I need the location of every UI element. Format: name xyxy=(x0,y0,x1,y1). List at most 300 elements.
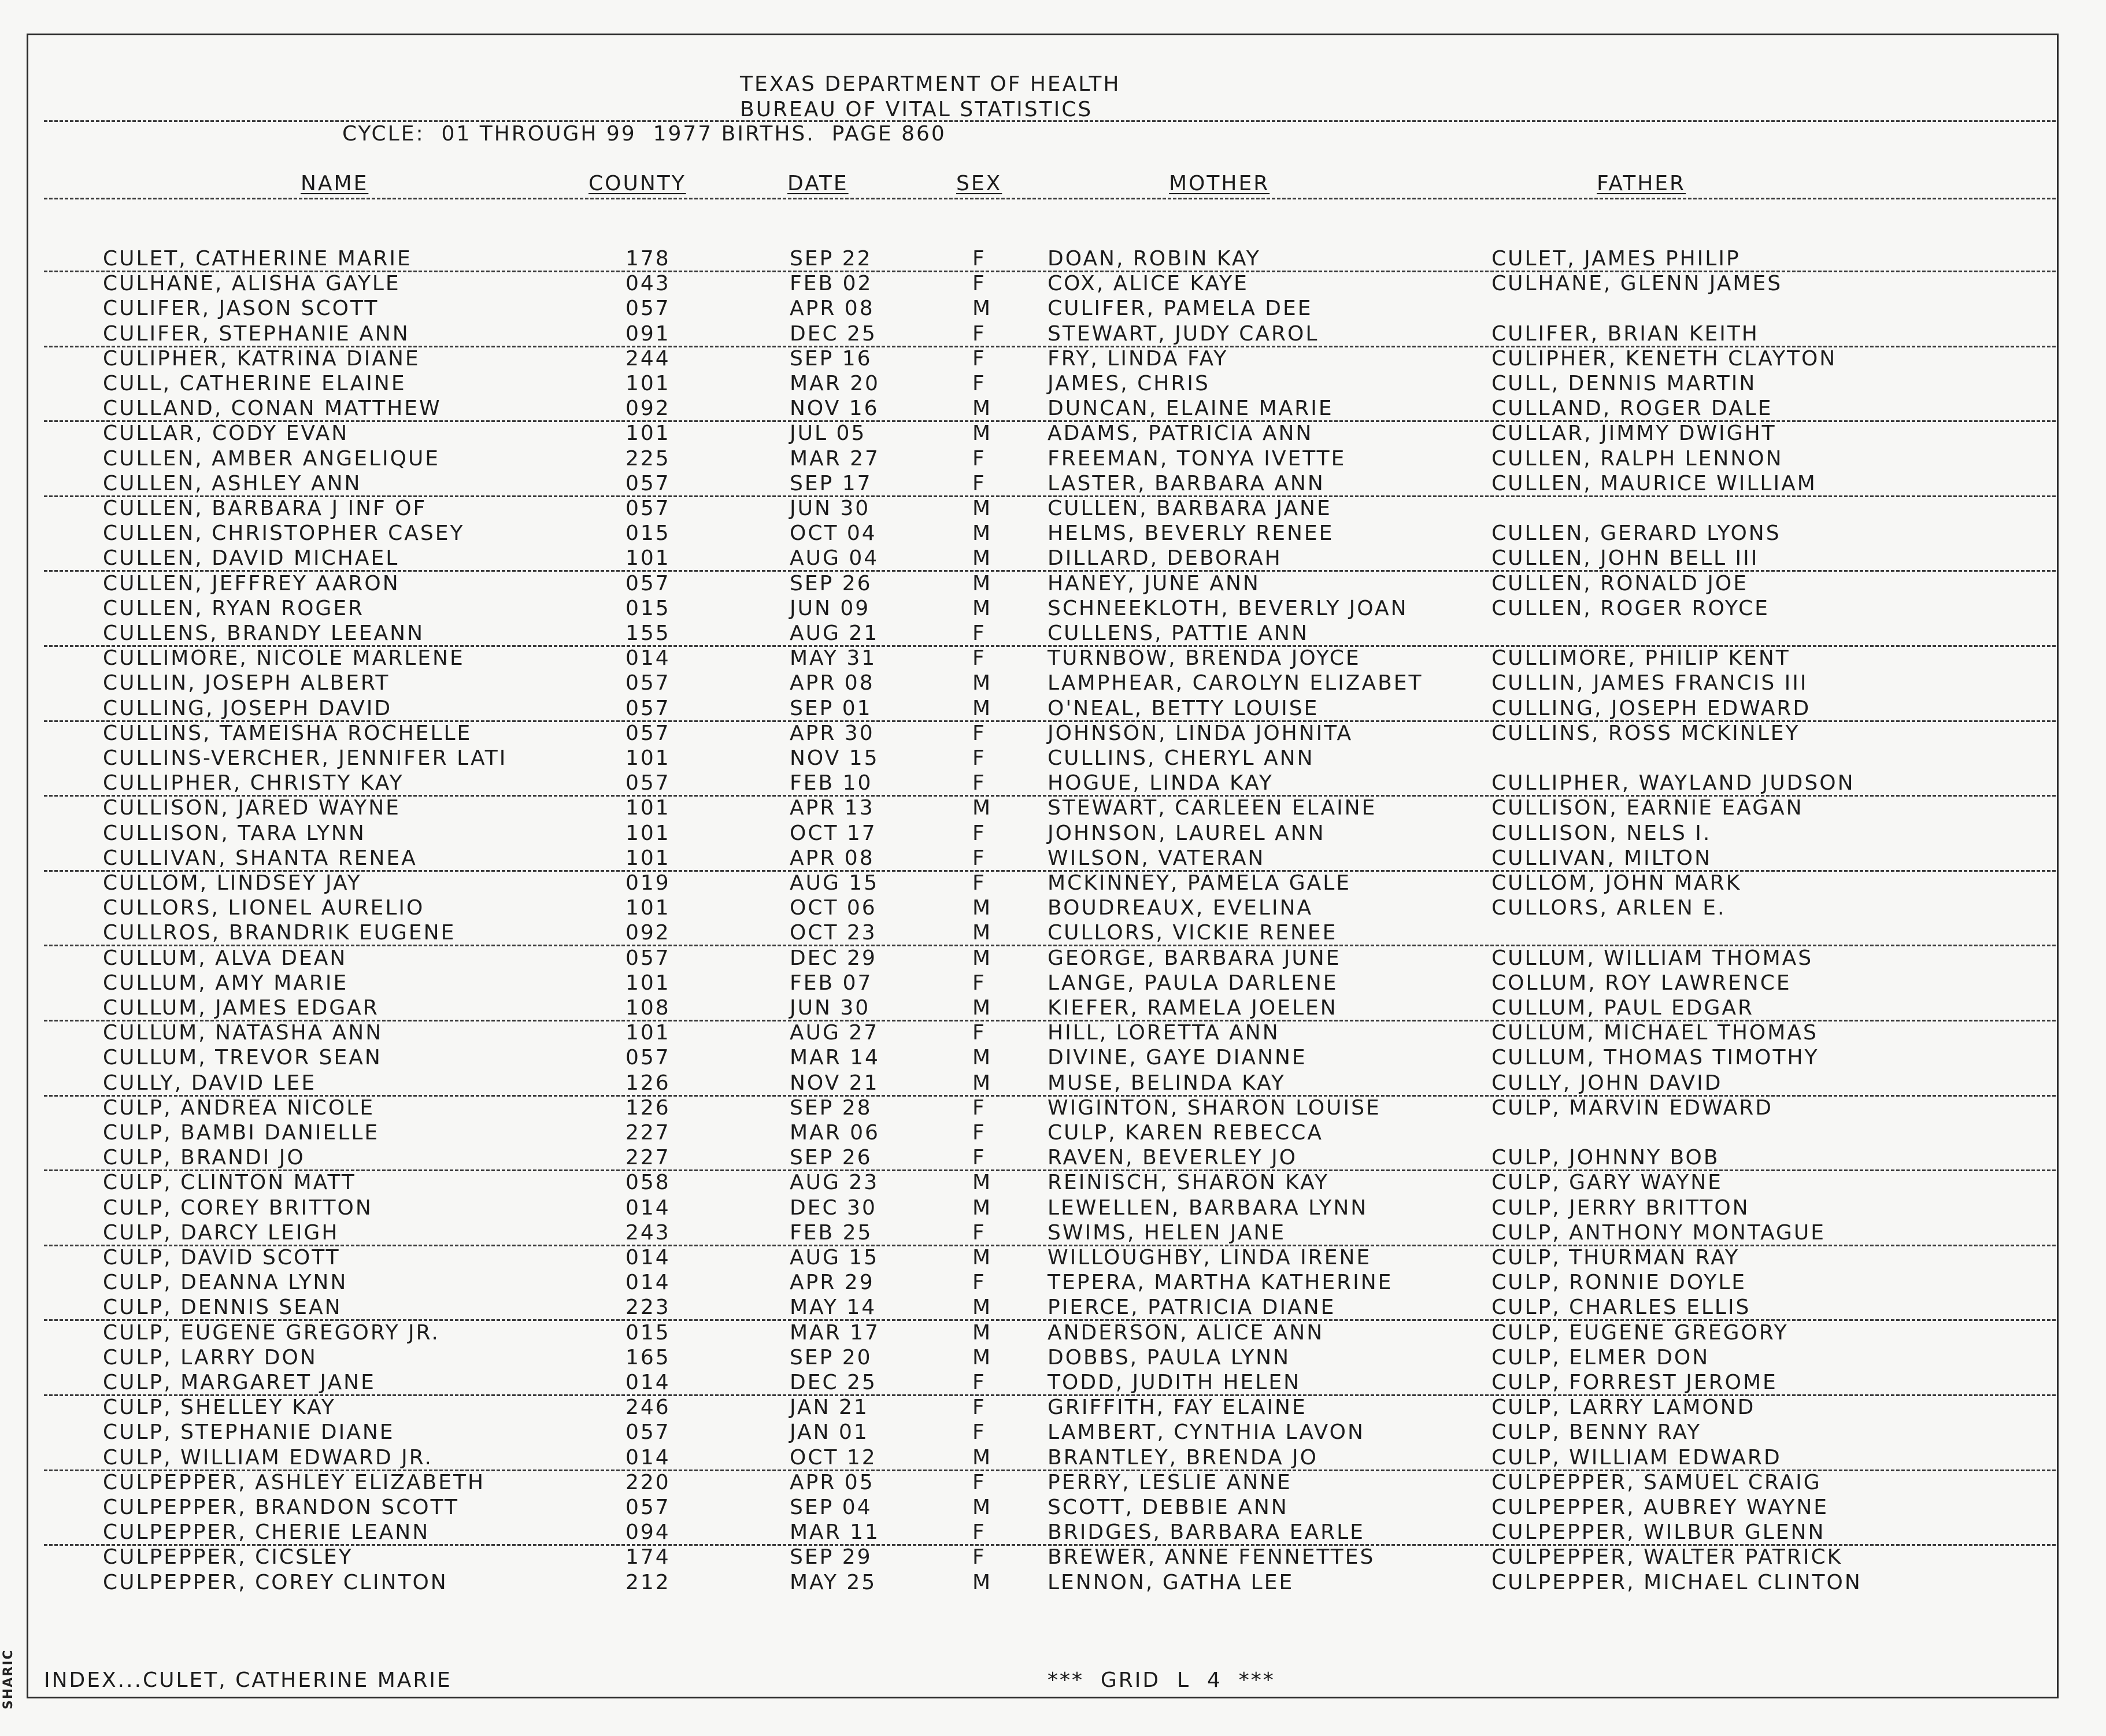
record-county: 092 xyxy=(625,397,671,420)
record-county: 092 xyxy=(625,921,671,945)
record-sex: M xyxy=(972,297,993,320)
record-sex: M xyxy=(972,896,993,920)
record-father: CULLEN, JOHN BELL III xyxy=(1491,546,1759,570)
record-date: NOV 15 xyxy=(790,746,879,770)
record-sex: M xyxy=(972,1196,993,1220)
record-father: CULLINS, ROSS MCKINLEY xyxy=(1491,721,1800,745)
header-agency: TEXAS DEPARTMENT OF HEALTH xyxy=(740,72,1121,96)
record-name: CULP, DENNIS SEAN xyxy=(103,1295,342,1319)
record-county: 014 xyxy=(625,1271,671,1294)
record-sex: F xyxy=(972,721,986,745)
record-father: CULPEPPER, AUBREY WAYNE xyxy=(1491,1496,1829,1519)
record-sex: F xyxy=(972,247,986,271)
record-sex: M xyxy=(972,597,993,620)
record-father: CULET, JAMES PHILIP xyxy=(1491,247,1741,271)
record-name: CULLUM, NATASHA ANN xyxy=(103,1021,383,1045)
record-father: CULPEPPER, MICHAEL CLINTON xyxy=(1491,1571,1862,1594)
record-sex: M xyxy=(972,1171,993,1194)
record-mother: LAMPHEAR, CAROLYN ELIZABET xyxy=(1048,671,1423,695)
record-date: APR 08 xyxy=(790,671,875,695)
record-sex: F xyxy=(972,621,986,645)
record-mother: BRANTLEY, BRENDA JO xyxy=(1048,1446,1318,1470)
header-bureau: BUREAU OF VITAL STATISTICS xyxy=(740,98,1093,121)
record-father: CULLOM, JOHN MARK xyxy=(1491,871,1742,895)
record-father: CULLORS, ARLEN E. xyxy=(1491,896,1726,920)
record-date: JAN 01 xyxy=(790,1420,869,1444)
record-date: OCT 17 xyxy=(790,821,877,845)
record-sex: M xyxy=(972,1346,993,1369)
record-name: CULP, COREY BRITTON xyxy=(103,1196,373,1220)
record-mother: STEWART, JUDY CAROL xyxy=(1048,322,1319,346)
record-date: FEB 07 xyxy=(790,971,873,995)
record-date: APR 05 xyxy=(790,1471,875,1494)
record-mother: DILLARD, DEBORAH xyxy=(1048,546,1282,570)
record-county: 057 xyxy=(625,946,671,970)
record-mother: FRY, LINDA FAY xyxy=(1048,347,1228,371)
record-name: CULP, BRANDI JO xyxy=(103,1146,305,1169)
record-mother: O'NEAL, BETTY LOUISE xyxy=(1048,697,1319,720)
record-county: 155 xyxy=(625,621,671,645)
record-mother: SCHNEEKLOTH, BEVERLY JOAN xyxy=(1048,597,1408,620)
record-county: 101 xyxy=(625,971,671,995)
record-county: 227 xyxy=(625,1121,671,1145)
record-date: AUG 21 xyxy=(790,621,879,645)
record-date: JAN 21 xyxy=(790,1396,869,1419)
record-sex: F xyxy=(972,1221,986,1245)
record-father: CULLEN, GERARD LYONS xyxy=(1491,521,1781,545)
record-name: CULLEN, RYAN ROGER xyxy=(103,597,365,620)
record-sex: F xyxy=(972,1371,986,1394)
record-name: CULIFER, STEPHANIE ANN xyxy=(103,322,410,346)
record-county: 057 xyxy=(625,472,671,495)
record-mother: HILL, LORETTA ANN xyxy=(1048,1021,1280,1045)
record-mother: HELMS, BEVERLY RENEE xyxy=(1048,521,1334,545)
record-father: CULHANE, GLENN JAMES xyxy=(1491,272,1783,295)
record-sex: F xyxy=(972,1471,986,1494)
record-father: CULLEN, RALPH LENNON xyxy=(1491,447,1783,471)
record-sex: M xyxy=(972,1571,993,1594)
record-name: CULLUM, ALVA DEAN xyxy=(103,946,347,970)
record-sex: M xyxy=(972,946,993,970)
record-father: CULP, JERRY BRITTON xyxy=(1491,1196,1750,1220)
record-name: CULLENS, BRANDY LEEANN xyxy=(103,621,425,645)
record-father: CULLUM, THOMAS TIMOTHY xyxy=(1491,1046,1819,1069)
record-date: APR 29 xyxy=(790,1271,875,1294)
record-name: CULPEPPER, ASHLEY ELIZABETH xyxy=(103,1471,486,1494)
record-sex: M xyxy=(972,671,993,695)
record-date: APR 08 xyxy=(790,297,875,320)
record-father: CULLIPHER, WAYLAND JUDSON xyxy=(1491,771,1855,795)
column-header-name: NAME xyxy=(301,172,369,195)
record-sex: F xyxy=(972,322,986,346)
record-mother: LENNON, GATHA LEE xyxy=(1048,1571,1294,1594)
record-name: CULP, MARGARET JANE xyxy=(103,1371,376,1394)
record-date: SEP 04 xyxy=(790,1496,872,1519)
record-county: 019 xyxy=(625,871,671,895)
record-county: 014 xyxy=(625,1196,671,1220)
record-mother: MUSE, BELINDA KAY xyxy=(1048,1071,1286,1095)
record-county: 227 xyxy=(625,1146,671,1169)
record-date: FEB 10 xyxy=(790,771,873,795)
record-father: CULP, CHARLES ELLIS xyxy=(1491,1295,1751,1319)
record-date: JUN 09 xyxy=(790,597,871,620)
record-father: CULP, EUGENE GREGORY xyxy=(1491,1321,1789,1345)
record-name: CULLEN, BARBARA J INF OF xyxy=(103,497,427,520)
record-father: CULPEPPER, WALTER PATRICK xyxy=(1491,1545,1843,1569)
column-header-county: COUNTY xyxy=(589,172,686,195)
record-date: AUG 04 xyxy=(790,546,879,570)
record-name: CULP, EUGENE GREGORY JR. xyxy=(103,1321,440,1345)
record-name: CULP, DARCY LEIGH xyxy=(103,1221,339,1245)
record-name: CULLIVAN, SHANTA RENEA xyxy=(103,846,417,870)
record-name: CULET, CATHERINE MARIE xyxy=(103,247,412,271)
record-date: OCT 04 xyxy=(790,521,877,545)
record-date: SEP 16 xyxy=(790,347,872,371)
record-mother: JOHNSON, LINDA JOHNITA xyxy=(1048,721,1353,745)
record-name: CULLIMORE, NICOLE MARLENE xyxy=(103,646,465,670)
record-mother: CULLENS, PATTIE ANN xyxy=(1048,621,1309,645)
record-mother: WILSON, VATERAN xyxy=(1048,846,1265,870)
record-sex: F xyxy=(972,746,986,770)
record-sex: F xyxy=(972,821,986,845)
footer-grid: *** GRID L 4 *** xyxy=(1048,1668,1275,1692)
record-county: 014 xyxy=(625,646,671,670)
record-date: MAR 06 xyxy=(790,1121,880,1145)
record-county: 057 xyxy=(625,1496,671,1519)
record-sex: F xyxy=(972,971,986,995)
record-mother: JAMES, CHRIS xyxy=(1048,372,1210,395)
record-sex: F xyxy=(972,1146,986,1169)
record-date: APR 30 xyxy=(790,721,875,745)
record-sex: F xyxy=(972,871,986,895)
record-sex: M xyxy=(972,1046,993,1069)
record-date: MAR 17 xyxy=(790,1321,880,1345)
record-sex: M xyxy=(972,546,993,570)
record-mother: BREWER, ANNE FENNETTES xyxy=(1048,1545,1375,1569)
record-name: CULLROS, BRANDRIK EUGENE xyxy=(103,921,456,945)
header-cycle: CYCLE: 01 THROUGH 99 1977 BIRTHS. PAGE 860 xyxy=(342,122,946,146)
record-sex: M xyxy=(972,397,993,420)
record-date: MAY 31 xyxy=(790,646,877,670)
side-label: SHARIC xyxy=(1,1649,16,1710)
record-name: CULP, DAVID SCOTT xyxy=(103,1246,340,1269)
record-county: 101 xyxy=(625,546,671,570)
record-mother: PERRY, LESLIE ANNE xyxy=(1048,1471,1292,1494)
record-mother: ADAMS, PATRICIA ANN xyxy=(1048,421,1313,445)
record-date: APR 13 xyxy=(790,796,875,820)
record-county: 043 xyxy=(625,272,671,295)
record-father: CULP, RONNIE DOYLE xyxy=(1491,1271,1747,1294)
record-county: 101 xyxy=(625,846,671,870)
record-county: 057 xyxy=(625,697,671,720)
record-mother: SCOTT, DEBBIE ANN xyxy=(1048,1496,1289,1519)
record-father: CULLUM, WILLIAM THOMAS xyxy=(1491,946,1813,970)
record-father: CULLIVAN, MILTON xyxy=(1491,846,1712,870)
record-date: OCT 12 xyxy=(790,1446,877,1470)
record-mother: LASTER, BARBARA ANN xyxy=(1048,472,1325,495)
record-father: CULIPHER, KENETH CLAYTON xyxy=(1491,347,1837,371)
record-date: AUG 15 xyxy=(790,1246,879,1269)
record-father: CULLAND, ROGER DALE xyxy=(1491,397,1773,420)
record-sex: F xyxy=(972,1096,986,1120)
record-county: 101 xyxy=(625,896,671,920)
record-sex: M xyxy=(972,497,993,520)
record-date: OCT 06 xyxy=(790,896,877,920)
record-county: 057 xyxy=(625,721,671,745)
record-sex: M xyxy=(972,572,993,595)
record-sex: M xyxy=(972,421,993,445)
record-name: CULP, SHELLEY KAY xyxy=(103,1396,336,1419)
record-father: CULLIN, JAMES FRANCIS III xyxy=(1491,671,1808,695)
record-county: 094 xyxy=(625,1520,671,1544)
column-header-sex: SEX xyxy=(956,172,1002,195)
record-date: MAR 14 xyxy=(790,1046,880,1069)
record-name: CULLY, DAVID LEE xyxy=(103,1071,317,1095)
record-mother: JOHNSON, LAUREL ANN xyxy=(1048,821,1326,845)
record-mother: DOBBS, PAULA LYNN xyxy=(1048,1346,1291,1369)
record-date: SEP 01 xyxy=(790,697,872,720)
record-name: CULP, WILLIAM EDWARD JR. xyxy=(103,1446,433,1470)
record-name: CULPEPPER, CICSLEY xyxy=(103,1545,353,1569)
record-mother: COX, ALICE KAYE xyxy=(1048,272,1249,295)
record-name: CULLAND, CONAN MATTHEW xyxy=(103,397,442,420)
record-sex: M xyxy=(972,1071,993,1095)
record-name: CULLIN, JOSEPH ALBERT xyxy=(103,671,390,695)
record-date: NOV 16 xyxy=(790,397,879,420)
record-sex: F xyxy=(972,1520,986,1544)
record-name: CULLISON, JARED WAYNE xyxy=(103,796,401,820)
record-name: CULLAR, CODY EVAN xyxy=(103,421,349,445)
record-county: 015 xyxy=(625,597,671,620)
record-father: CULLIMORE, PHILIP KENT xyxy=(1491,646,1790,670)
record-father: CULL, DENNIS MARTIN xyxy=(1491,372,1757,395)
record-father: CULP, THURMAN RAY xyxy=(1491,1246,1739,1269)
record-name: CULLOM, LINDSEY JAY xyxy=(103,871,362,895)
record-date: SEP 26 xyxy=(790,572,872,595)
record-sex: M xyxy=(972,996,993,1020)
record-county: 057 xyxy=(625,497,671,520)
record-county: 244 xyxy=(625,347,671,371)
record-date: DEC 25 xyxy=(790,1371,877,1394)
record-name: CULL, CATHERINE ELAINE xyxy=(103,372,406,395)
record-county: 212 xyxy=(625,1571,671,1594)
record-county: 101 xyxy=(625,421,671,445)
record-mother: DUNCAN, ELAINE MARIE xyxy=(1048,397,1334,420)
record-county: 165 xyxy=(625,1346,671,1369)
record-father: CULP, MARVIN EDWARD xyxy=(1491,1096,1773,1120)
record-sex: M xyxy=(972,1295,993,1319)
record-name: CULLINS-VERCHER, JENNIFER LATI xyxy=(103,746,508,770)
record-mother: CULLINS, CHERYL ANN xyxy=(1048,746,1315,770)
record-name: CULLUM, AMY MARIE xyxy=(103,971,349,995)
record-mother: BOUDREAUX, EVELINA xyxy=(1048,896,1313,920)
record-date: FEB 02 xyxy=(790,272,873,295)
record-county: 174 xyxy=(625,1545,671,1569)
record-date: SEP 20 xyxy=(790,1346,872,1369)
record-date: SEP 17 xyxy=(790,472,872,495)
record-name: CULLEN, CHRISTOPHER CASEY xyxy=(103,521,465,545)
record-name: CULP, ANDREA NICOLE xyxy=(103,1096,375,1120)
record-mother: BRIDGES, BARBARA EARLE xyxy=(1048,1520,1365,1544)
record-father: CULIFER, BRIAN KEITH xyxy=(1491,322,1759,346)
record-date: MAR 11 xyxy=(790,1520,880,1544)
record-name: CULIPHER, KATRINA DIANE xyxy=(103,347,420,371)
record-name: CULPEPPER, CHERIE LEANN xyxy=(103,1520,430,1544)
record-father: CULLEN, MAURICE WILLIAM xyxy=(1491,472,1817,495)
record-county: 101 xyxy=(625,1021,671,1045)
record-name: CULIFER, JASON SCOTT xyxy=(103,297,379,320)
record-date: NOV 21 xyxy=(790,1071,879,1095)
record-sex: M xyxy=(972,1496,993,1519)
record-name: CULLORS, LIONEL AURELIO xyxy=(103,896,425,920)
record-father: CULP, ANTHONY MONTAGUE xyxy=(1491,1221,1826,1245)
record-father: CULLISON, NELS I. xyxy=(1491,821,1712,845)
record-county: 223 xyxy=(625,1295,671,1319)
record-county: 057 xyxy=(625,572,671,595)
record-mother: CULIFER, PAMELA DEE xyxy=(1048,297,1313,320)
record-father: COLLUM, ROY LAWRENCE xyxy=(1491,971,1792,995)
record-father: CULP, WILLIAM EDWARD xyxy=(1491,1446,1782,1470)
record-name: CULP, BAMBI DANIELLE xyxy=(103,1121,380,1145)
record-sex: F xyxy=(972,347,986,371)
record-sex: F xyxy=(972,1271,986,1294)
record-date: SEP 29 xyxy=(790,1545,872,1569)
record-county: 014 xyxy=(625,1246,671,1269)
record-sex: F xyxy=(972,447,986,471)
record-county: 126 xyxy=(625,1096,671,1120)
record-father: CULP, LARRY LAMOND xyxy=(1491,1396,1756,1419)
record-county: 101 xyxy=(625,372,671,395)
record-county: 057 xyxy=(625,771,671,795)
record-sex: M xyxy=(972,796,993,820)
record-date: DEC 25 xyxy=(790,322,877,346)
record-name: CULLEN, ASHLEY ANN xyxy=(103,472,362,495)
record-name: CULLUM, TREVOR SEAN xyxy=(103,1046,382,1069)
record-mother: GRIFFITH, FAY ELAINE xyxy=(1048,1396,1307,1419)
record-county: 057 xyxy=(625,1420,671,1444)
record-name: CULP, CLINTON MATT xyxy=(103,1171,356,1194)
record-date: JUN 30 xyxy=(790,497,871,520)
record-county: 246 xyxy=(625,1396,671,1419)
record-date: JUL 05 xyxy=(790,421,867,445)
record-date: SEP 22 xyxy=(790,247,872,271)
record-date: MAY 14 xyxy=(790,1295,877,1319)
record-mother: HANEY, JUNE ANN xyxy=(1048,572,1260,595)
record-date: OCT 23 xyxy=(790,921,877,945)
record-name: CULLEN, DAVID MICHAEL xyxy=(103,546,399,570)
record-county: 225 xyxy=(625,447,671,471)
record-sex: F xyxy=(972,646,986,670)
record-county: 101 xyxy=(625,746,671,770)
record-date: APR 08 xyxy=(790,846,875,870)
record-father: CULP, JOHNNY BOB xyxy=(1491,1146,1720,1169)
record-sex: F xyxy=(972,472,986,495)
column-header-separator xyxy=(44,198,2056,199)
record-name: CULP, STEPHANIE DIANE xyxy=(103,1420,395,1444)
footer-index: INDEX...CULET, CATHERINE MARIE xyxy=(44,1668,452,1692)
record-mother: LANGE, PAULA DARLENE xyxy=(1048,971,1338,995)
record-sex: M xyxy=(972,921,993,945)
record-county: 101 xyxy=(625,796,671,820)
record-date: FEB 25 xyxy=(790,1221,873,1245)
record-sex: F xyxy=(972,372,986,395)
record-county: 058 xyxy=(625,1171,671,1194)
record-sex: M xyxy=(972,697,993,720)
record-date: SEP 28 xyxy=(790,1096,872,1120)
record-name: CULLING, JOSEPH DAVID xyxy=(103,697,393,720)
record-mother: DOAN, ROBIN KAY xyxy=(1048,247,1261,271)
record-mother: PIERCE, PATRICIA DIANE xyxy=(1048,1295,1336,1319)
record-county: 057 xyxy=(625,671,671,695)
record-sex: M xyxy=(972,1321,993,1345)
record-sex: F xyxy=(972,1021,986,1045)
record-name: CULLIPHER, CHRISTY KAY xyxy=(103,771,404,795)
record-county: 091 xyxy=(625,322,671,346)
record-mother: CULLEN, BARBARA JANE xyxy=(1048,497,1332,520)
record-name: CULPEPPER, BRANDON SCOTT xyxy=(103,1496,459,1519)
record-mother: RAVEN, BEVERLEY JO xyxy=(1048,1146,1298,1169)
record-sex: F xyxy=(972,1121,986,1145)
record-sex: F xyxy=(972,1545,986,1569)
record-name: CULHANE, ALISHA GAYLE xyxy=(103,272,401,295)
record-mother: ANDERSON, ALICE ANN xyxy=(1048,1321,1324,1345)
record-date: AUG 23 xyxy=(790,1171,879,1194)
record-county: 108 xyxy=(625,996,671,1020)
record-county: 220 xyxy=(625,1471,671,1494)
record-name: CULP, DEANNA LYNN xyxy=(103,1271,348,1294)
record-date: DEC 29 xyxy=(790,946,877,970)
record-county: 015 xyxy=(625,521,671,545)
record-mother: STEWART, CARLEEN ELAINE xyxy=(1048,796,1377,820)
record-mother: DIVINE, GAYE DIANNE xyxy=(1048,1046,1307,1069)
record-mother: WIGINTON, SHARON LOUISE xyxy=(1048,1096,1381,1120)
record-name: CULP, LARRY DON xyxy=(103,1346,317,1369)
record-county: 243 xyxy=(625,1221,671,1245)
record-date: AUG 27 xyxy=(790,1021,879,1045)
record-sex: F xyxy=(972,1420,986,1444)
record-father: CULLAR, JIMMY DWIGHT xyxy=(1491,421,1776,445)
record-father: CULP, BENNY RAY xyxy=(1491,1420,1702,1444)
record-father: CULPEPPER, WILBUR GLENN xyxy=(1491,1520,1826,1544)
record-name: CULLUM, JAMES EDGAR xyxy=(103,996,379,1020)
column-header-mother: MOTHER xyxy=(1169,172,1270,195)
record-name: CULLEN, JEFFREY AARON xyxy=(103,572,400,595)
record-mother: REINISCH, SHARON KAY xyxy=(1048,1171,1329,1194)
record-county: 057 xyxy=(625,1046,671,1069)
record-county: 126 xyxy=(625,1071,671,1095)
record-county: 015 xyxy=(625,1321,671,1345)
record-date: AUG 15 xyxy=(790,871,879,895)
record-mother: TEPERA, MARTHA KATHERINE xyxy=(1048,1271,1393,1294)
record-father: CULLUM, PAUL EDGAR xyxy=(1491,996,1754,1020)
record-mother: WILLOUGHBY, LINDA IRENE xyxy=(1048,1246,1372,1269)
record-county: 014 xyxy=(625,1371,671,1394)
record-father: CULLY, JOHN DAVID xyxy=(1491,1071,1723,1095)
record-sex: M xyxy=(972,1246,993,1269)
record-county: 178 xyxy=(625,247,671,271)
record-date: JUN 30 xyxy=(790,996,871,1020)
record-father: CULLISON, EARNIE EAGAN xyxy=(1491,796,1804,820)
record-sex: F xyxy=(972,272,986,295)
record-mother: CULLORS, VICKIE RENEE xyxy=(1048,921,1338,945)
column-header-father: FATHER xyxy=(1597,172,1686,195)
record-date: MAR 27 xyxy=(790,447,880,471)
record-name: CULLINS, TAMEISHA ROCHELLE xyxy=(103,721,472,745)
record-date: SEP 26 xyxy=(790,1146,872,1169)
record-father: CULP, GARY WAYNE xyxy=(1491,1171,1723,1194)
record-mother: CULP, KAREN REBECCA xyxy=(1048,1121,1323,1145)
record-sex: M xyxy=(972,521,993,545)
